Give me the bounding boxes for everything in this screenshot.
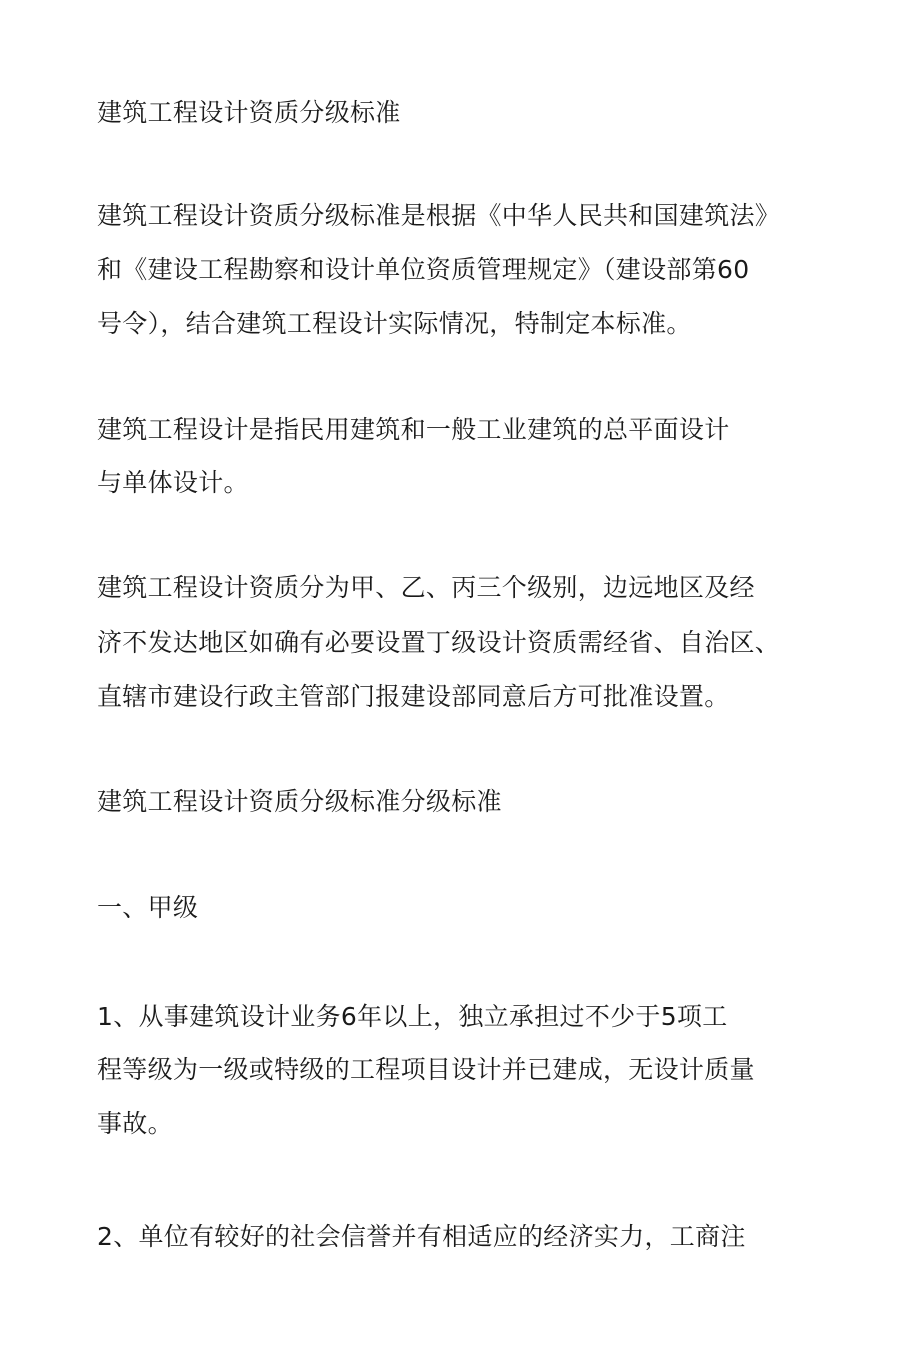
paragraph-definition-line-1: 建筑工程设计是指民用建筑和一般工业建筑的总平面设计 [97,415,730,444]
document-title: 建筑工程设计资质分级标准 [97,98,401,127]
item-1-line-2: 程等级为一级或特级的工程项目设计并已建成，无设计质量 [97,1055,755,1084]
paragraph-levels-line-1: 建筑工程设计资质分为甲、乙、丙三个级别，边远地区及经 [97,573,755,602]
paragraph-intro-line-1: 建筑工程设计资质分级标准是根据《中华人民共和国建筑法》 [97,201,781,230]
item-1-line-3: 事故。 [97,1109,173,1138]
section-heading: 建筑工程设计资质分级标准分级标准 [97,787,502,816]
paragraph-levels-line-2: 济不发达地区如确有必要设置丁级设计资质需经省、自治区、 [97,628,781,657]
paragraph-intro-line-2: 和《建设工程勘察和设计单位资质管理规定》（建设部第60 [97,255,750,284]
paragraph-definition-line-2: 与单体设计。 [97,468,249,497]
item-2-line-1: 2、单位有较好的社会信誉并有相适应的经济实力，工商注 [97,1222,746,1251]
subsection-heading-grade-a: 一、甲级 [97,893,199,922]
item-1-line-1: 1、从事建筑设计业务6年以上，独立承担过不少于5项工 [97,1002,728,1031]
paragraph-intro-line-3: 号令），结合建筑工程设计实际情况，特制定本标准。 [97,309,692,338]
paragraph-levels-line-3: 直辖市建设行政主管部门报建设部同意后方可批准设置。 [97,682,730,711]
